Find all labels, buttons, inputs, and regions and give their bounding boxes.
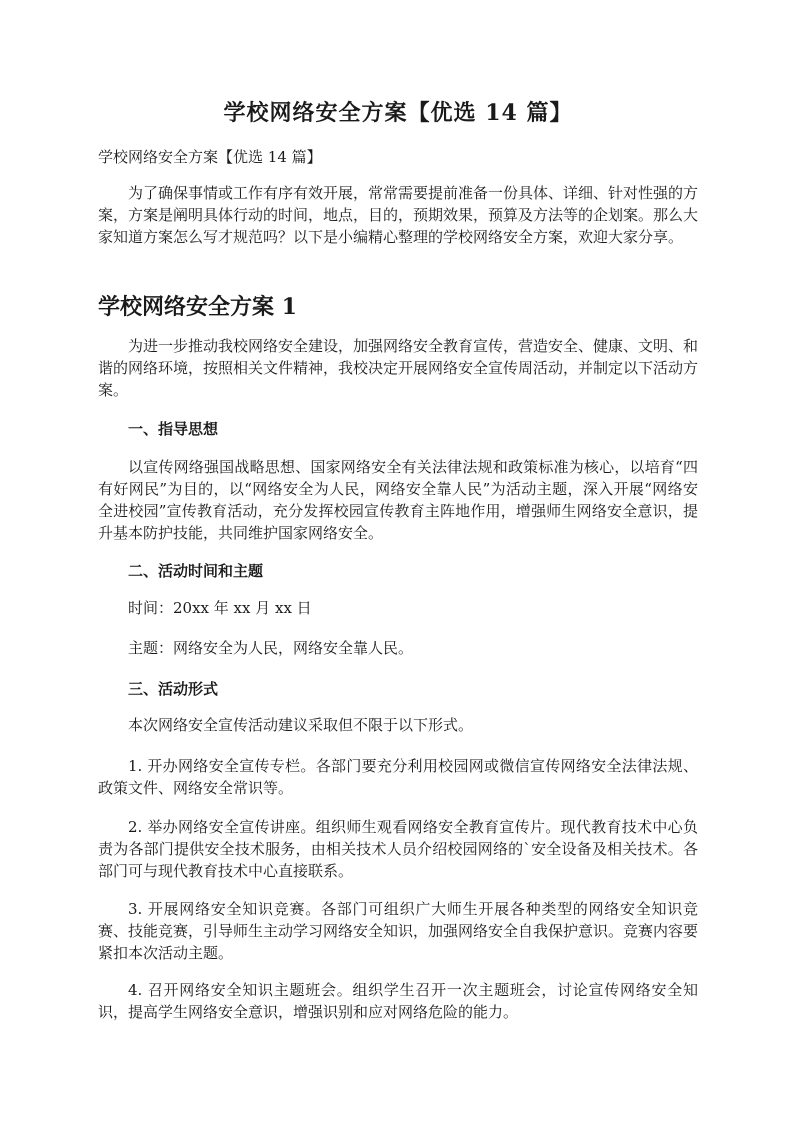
time-heading: 二、活动时间和主题 [128, 562, 264, 580]
section-heading: 学校网络安全方案 1 [98, 294, 297, 320]
document-title: 学校网络安全方案【优选 14 篇】 [223, 100, 573, 126]
guide-heading: 一、指导思想 [128, 420, 219, 438]
list-item: 3. 开展网络安全知识竞赛。各部门可组织广大师生开展各种类型的网络安全知识竞赛、技能竞赛，引导师生主动学习网络安全知识，加强网络安全自我保护意识。竞赛内容要紧扣本次活动主题。 [98, 900, 699, 962]
document-subtitle: 学校网络安全方案【优选 14 篇】 [98, 148, 322, 166]
form-heading: 三、活动形式 [128, 680, 219, 698]
time-paragraph: 时间：20xx 年 xx 月 xx 日 [128, 599, 312, 617]
intro-paragraph: 为了确保事情或工作有序有效开展，常常需要提前准备一份具体、详细、针对性强的方案，方案是阐明具体行动的时间，地点，目的，预期效果，预算及方法等的企划案。那么大家知道方案怎么写才规范吗？以下是小编精心整理的学校网络安全方案，欢迎大家分享。 [98, 184, 699, 246]
list-item: 1. 开办网络安全宣传专栏。各部门要充分利用校园网或微信宣传网络安全法律法规、政策文件、网络安全常识等。 [98, 757, 698, 797]
list-item: 2. 举办网络安全宣传讲座。组织师生观看网络安全教育宣传片。现代教育技术中心负责为各部门提供安全技术服务，由相关技术人员介绍校园网络的`安全设备及相关技术。各部门可与现代教育技术中心直接联系。 [98, 818, 698, 880]
guide-paragraph: 以宣传网络强国战略思想、国家网络安全有关法律法规和政策标准为核心，以培育“四有好网民”为目的，以“网络安全为人民，网络安全靠人民”为活动主题，深入开展“网络安全进校园”宣传教育活动，充分发挥校园宣传教育主阵地作用，增强师生网络安全意识，提升基本防护技能，共同维护国家网络安全。 [98, 458, 698, 542]
list-item: 4. 召开网络安全知识主题班会。组织学生召开一次主题班会，讨论宣传网络安全知识，提高学生网络安全意识，增强识别和应对网络危险的能力。 [98, 981, 698, 1021]
theme-paragraph: 主题：网络安全为人民，网络安全靠人民。 [128, 639, 414, 657]
form-intro-paragraph: 本次网络安全宣传活动建议采取但不限于以下形式。 [128, 716, 474, 734]
section-intro-paragraph: 为进一步推动我校网络安全建设，加强网络安全教育宣传，营造安全、健康、文明、和谐的网络环境，按照相关文件精神，我校决定开展网络安全宣传周活动，并制定以下活动方案。 [98, 337, 699, 399]
